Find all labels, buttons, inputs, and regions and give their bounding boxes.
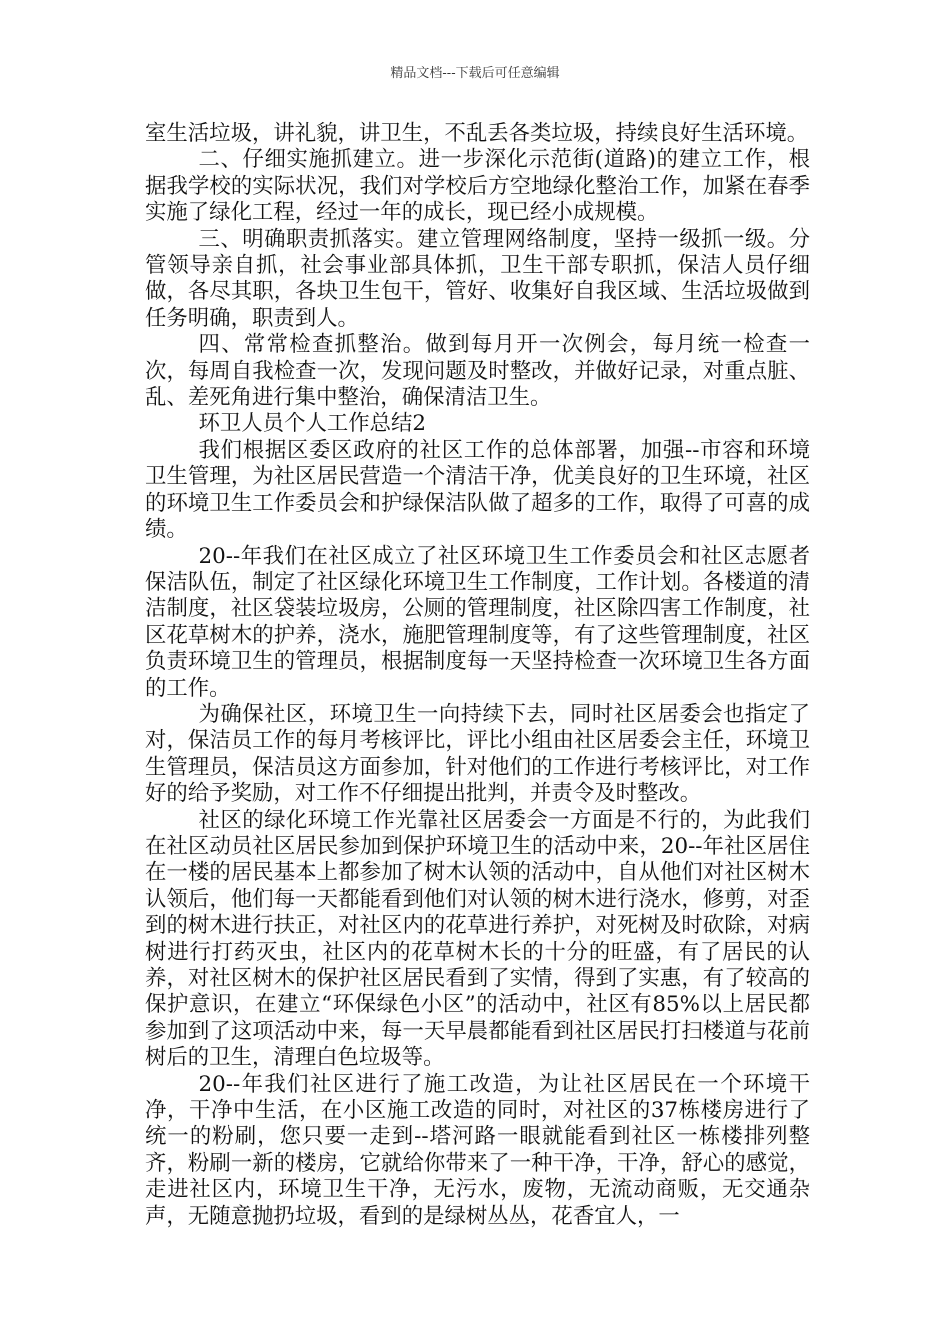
paragraph-item-four: 四、常常检查抓整治。做到每月开一次例会，每月统一检查一次，每周自我检查一次，发现问题及时整改，并做好记录，对重点脏、乱、差死角进行集中整治，确保清洁卫生。: [145, 332, 810, 411]
document-body: [145, 121, 810, 1230]
page-header: 精品文档---下载后可任意编辑: [390, 66, 560, 81]
paragraph-renovation: 20--年我们社区进行了施工改造，为让社区居民在一个环境干净，干净中生活，在小区施工改造的同时，对社区的37栋楼房进行了统一的粉刷，您只要一走到--塔河路一眼就能看到社区一栋楼排列整齐，粉刷一新的楼房，它就给你带来了一种干净，干净，舒心的感觉，走进社区内，环境卫生干净，无污水，废物，无流动商贩，无交通杂声，无随意抛扔垃圾，看到的是绿树丛丛，花香宜人，一: [145, 1071, 810, 1229]
paragraph-greening: 社区的绿化环境工作光靠社区居委会一方面是不行的，为此我们在社区动员社区居民参加到保护环境卫生的活动中来，20--年社区居住在一楼的居民基本上都参加了树木认领的活动中，自从他们对社区树木认领后，他们每一天都能看到他们对认领的树木进行浇水，修剪，对歪到的树木进行扶正，对社区内的花草进行养护，对死树及时砍除，对病树进行打药灭虫，社区内的花草树木长的十分的旺盛，有了居民的认养，对社区树木的保护社区居民看到了实情，得到了实惠，有了较高的保护意识，在建立“环保绿色小区”的活动中，社区有85%以上居民都参加到了这项活动中来，每一天早晨都能看到社区居民打扫楼道与花前树后的卫生，清理白色垃圾等。: [145, 807, 810, 1071]
paragraph-item-three: 三、明确职责抓落实。建立管理网络制度，坚持一级抓一级。分管领导亲自抓，社会事业部具体抓，卫生干部专职抓，保洁人员仔细做，各尽其职，各块卫生包干，管好、收集好自我区域、生活垃圾做到任务明确，职责到人。: [145, 226, 810, 331]
paragraph-item-two: 二、仔细实施抓建立。进一步深化示范街(道路)的建立工作，根据我学校的实际状况，我们对学校后方空地绿化整治工作，加紧在春季实施了绿化工程，经过一年的成长，现已经小成规模。: [145, 147, 810, 226]
paragraph-intro: 我们根据区委区政府的社区工作的总体部署，加强--市容和环境卫生管理，为社区居民营造一个清洁干净，优美良好的卫生环境，社区的环境卫生工作委员会和护绿保洁队做了超多的工作，取得了可喜的成绩。: [145, 437, 810, 543]
paragraph-continuation: 室生活垃圾，讲礼貌，讲卫生，不乱丢各类垃圾，持续良好生活环境。: [145, 121, 809, 146]
section-heading: 环卫人员个人工作总结2: [198, 411, 427, 437]
paragraph-committee: 20--年我们在社区成立了社区环境卫生工作委员会和社区志愿者保洁队伍，制定了社区绿化环境卫生工作制度，工作计划。各楼道的清洁制度，社区袋装垃圾房，公厕的管理制度，社区除四害工作制度，社区花草树木的护养，浇水，施肥管理制度等，有了这些管理制度，社区负责环境卫生的管理员，根据制度每一天坚持检查一次环境卫生各方面的工作。: [145, 543, 810, 701]
paragraph-assessment: 为确保社区，环境卫生一向持续下去，同时社区居委会也指定了对，保洁员工作的每月考核评比，评比小组由社区居委会主任，环境卫生管理员，保洁员这方面参加，针对他们的工作进行考核评比，对工作好的给予奖励，对工作不仔细提出批判，并责令及时整改。: [145, 701, 810, 807]
